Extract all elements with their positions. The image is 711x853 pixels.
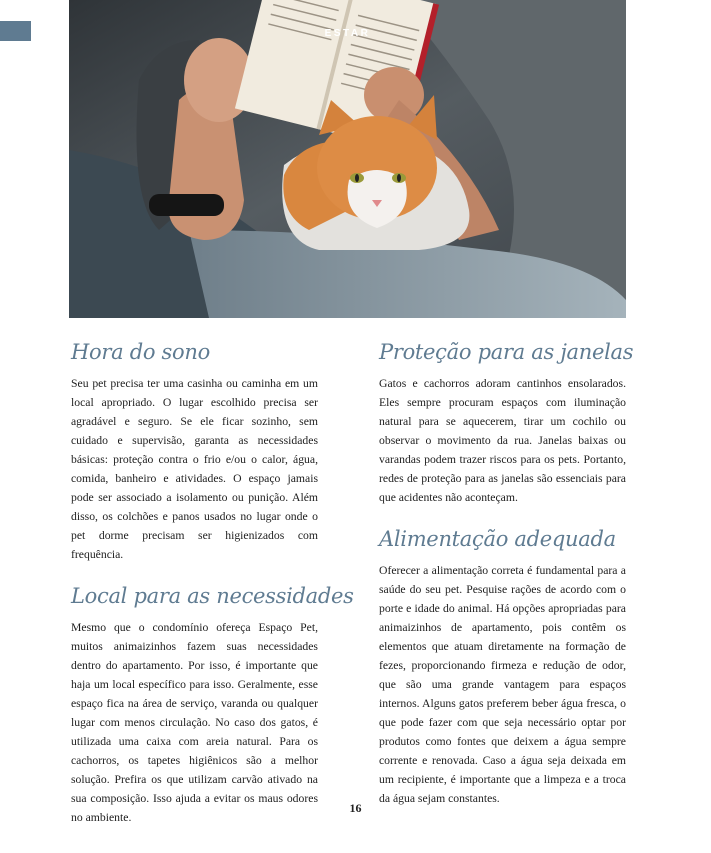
section-heading: Alimentação adequada — [379, 527, 616, 551]
article-section — [71, 580, 354, 827]
cat-reading-illustration — [69, 0, 626, 318]
section-body: Seu pet precisa ter uma casinha ou caminha em um local apropriado. O lugar escolhido precisa ser agradável e seguro. Se ele ficar sozinho, sem cuidado e supervisão, garanta as necessidades básicas: proteção contra o frio e/ou o calor, água, comida, banheiro e atividades. O espaço jamais pode ser associado a isolamento ou punição. Além disso, os colchões e panos usados no lugar onde o pet dorme precisam ser higienizados com frequência. — [71, 377, 318, 561]
page-number: 16 — [349, 801, 362, 815]
left-column — [71, 336, 354, 827]
article-section — [71, 336, 318, 564]
article-section — [379, 336, 634, 507]
section-heading: Proteção para as janelas — [379, 340, 634, 364]
section-tab-marker — [0, 21, 31, 41]
section-heading: Local para as necessidades — [71, 584, 354, 608]
section-heading: Hora do sono — [71, 340, 210, 364]
section-label: ESTAR — [324, 28, 371, 39]
section-body: Gatos e cachorros adoram cantinhos ensolarados. Eles sempre procuram espaços com iluminação natural para se aquecerem, tirar um cochilo ou observar o movimento da rua. Janelas baixas ou varandas podem trazer riscos para os pets. Portanto, redes de proteção para as janelas são essenciais para que acidentes não aconteçam. — [379, 377, 626, 504]
article-section — [379, 523, 626, 808]
right-column — [379, 336, 634, 808]
section-body: Mesmo que o condomínio ofereça Espaço Pet, muitos animaizinhos fazem suas necessidades dentro do apartamento. Por isso, é importante que haja um local específico para isso. Geralmente, esse espaço fica na área de serviço, varanda ou qualquer lugar com menos circulação. No caso dos gatos, é utilizada uma caixa com areia natural. Para os cachorros, os tapetes higiênicos são a melhor solução. Prefira os que utilizam carvão ativado na sua composição. Isso ajuda a evitar os maus odores no ambiente. — [71, 621, 318, 824]
hero-photo — [69, 0, 626, 318]
section-body: Oferecer a alimentação correta é fundamental para a saúde do seu pet. Pesquise rações de acordo com o porte e idade do animal. Há opções apropriadas para animaizinhos de apartamento, pois contêm os elementos que atuam diretamente na formação de fezes, proporcionando firmeza e redução de odor, que são uma grande vantagem para espaços internos. Alguns gatos preferem beber água fresca, o que pode fazer com que seja necessário optar por produtos como fontes que deixem a água sempre corrente e renovada. Caso a água seja deixada em um recipiente, é importante que a limpeza e a troca da água sejam constantes. — [379, 564, 626, 805]
